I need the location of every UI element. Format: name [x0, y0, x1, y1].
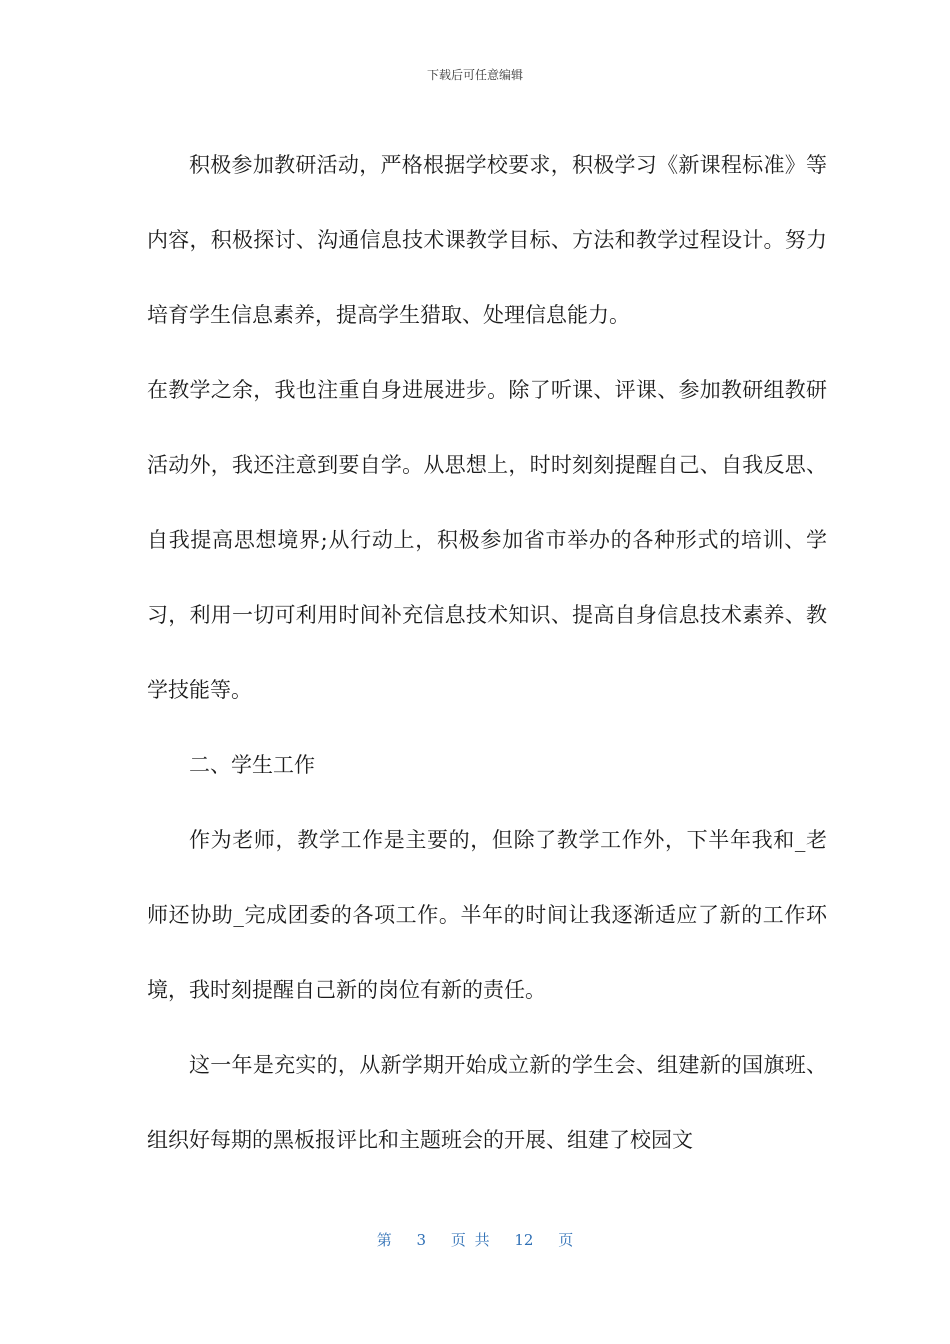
- footer-middle: 页 共: [450, 1231, 490, 1249]
- document-body: [147, 128, 827, 1178]
- paragraph-self-improvement: 在教学之余，我也注重自身进展进步。除了听课、评课、参加教研组教研活动外，我还注意到要自学。从思想上，时时刻刻提醒自己、自我反思、自我提高思想境界;从行动上，积极参加省市举办的各种形式的培训、学习，利用一切可利用时间补充信息技术知识、提高自身信息技术素养、教学技能等。: [147, 378, 827, 702]
- footer-total-pages: 12: [514, 1231, 534, 1249]
- page-header: 下载后可任意编辑: [426, 68, 523, 82]
- paragraph-league-work: 作为老师，教学工作是主要的，但除了教学工作外，下半年我和_老师还协助_完成团委的各项工作。半年的时间让我逐渐适应了新的工作环境，我时刻提醒自己新的岗位有新的责任。: [147, 828, 827, 1002]
- page-footer: [0, 1229, 950, 1250]
- paragraph-teaching-research: 积极参加教研活动，严格根据学校要求，积极学习《新课程标准》等内容，积极探讨、沟通信息技术课教学目标、方法和教学过程设计。努力培育学生信息素养，提高学生猎取、处理信息能力。: [147, 153, 827, 327]
- footer-prefix: 第: [376, 1231, 392, 1249]
- section-heading-student-work: 二、学生工作: [189, 753, 315, 777]
- footer-suffix: 页: [558, 1231, 574, 1249]
- paragraph-year-summary: 这一年是充实的，从新学期开始成立新的学生会、组建新的国旗班、组织好每期的黑板报评比和主题班会的开展、组建了校园文: [147, 1053, 827, 1152]
- footer-page-number: 3: [416, 1231, 427, 1249]
